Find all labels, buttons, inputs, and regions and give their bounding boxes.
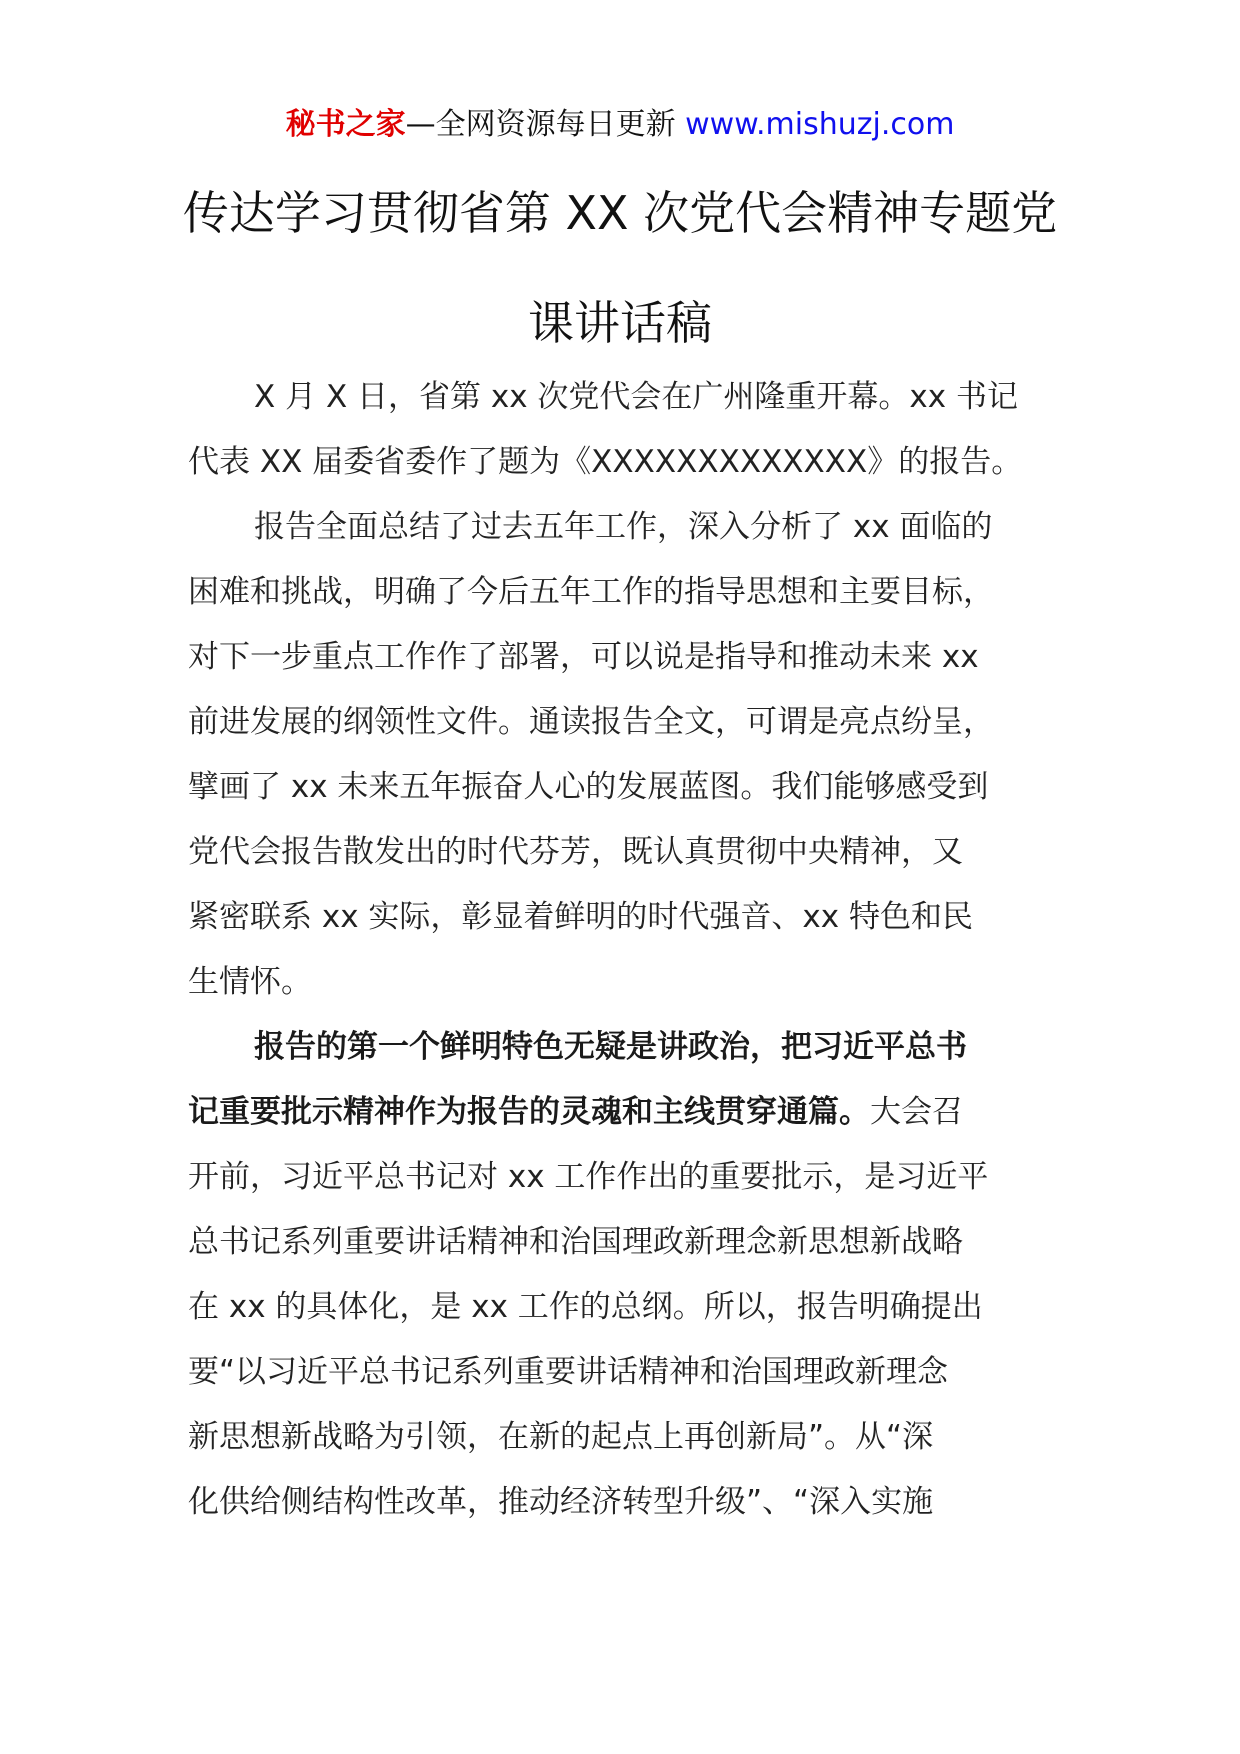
title-line-1: 传达学习贯彻省第 XX 次党代会精神专题党 (182, 186, 1058, 240)
paragraph-line: 化供给侧结构性改革，推动经济转型升级”、“深入实施 (188, 1484, 934, 1520)
site-url-link[interactable]: www.mishuzj.com (685, 107, 955, 142)
paragraph-line: 总书记系列重要讲话精神和治国理政新理念新思想新战略 (188, 1224, 963, 1260)
paragraph-3 (188, 1015, 1068, 1535)
paragraph-text: 大会召 (870, 1094, 963, 1130)
paragraph-line: 开前，习近平总书记对 xx 工作作出的重要批示，是习近平 (188, 1159, 989, 1195)
paragraph-line: 新思想新战略为引领，在新的起点上再创新局”。从“深 (188, 1419, 934, 1455)
paragraph-line: 报告全面总结了过去五年工作，深入分析了 xx 面临的 (254, 509, 993, 545)
paragraph-line: X 月 X 日，省第 xx 次党代会在广州隆重开幕。xx 书记 (254, 379, 1018, 415)
paragraph-line: 代表 XX 届委省委作了题为《XXXXXXXXXXXXX》的报告。 (188, 444, 1023, 480)
header-tagline: —全网资源每日更新 (405, 107, 686, 142)
paragraph-line: 前进发展的纲领性文件。通读报告全文，可谓是亮点纷呈， (188, 704, 994, 740)
paragraph-1 (188, 365, 1068, 495)
document-title (150, 158, 1090, 378)
paragraph-line: 擘画了 xx 未来五年振奋人心的发展蓝图。我们能够感受到 (188, 769, 989, 805)
paragraph-line: 在 xx 的具体化，是 xx 工作的总纲。所以，报告明确提出 (188, 1289, 983, 1325)
paragraph-line: 对下一步重点工作作了部署，可以说是指导和推动未来 xx (188, 639, 979, 675)
watermark-header (0, 104, 1240, 146)
emphasis-line: 报告的第一个鲜明特色无疑是讲政治，把习近平总书 (254, 1029, 967, 1065)
paragraph-line: 困难和挑战，明确了今后五年工作的指导思想和主要目标， (188, 574, 994, 610)
paragraph-line: 党代会报告散发出的时代芬芳，既认真贯彻中央精神，又 (188, 834, 963, 870)
emphasis-text: 记重要批示精神作为报告的灵魂和主线贯穿通篇。 (188, 1094, 870, 1130)
document-body (188, 365, 1068, 1535)
paragraph-2 (188, 495, 1068, 1015)
mixed-line (188, 1080, 1068, 1145)
paragraph-line: 要“以习近平总书记系列重要讲话精神和治国理政新理念 (188, 1354, 949, 1390)
paragraph-line: 紧密联系 xx 实际，彰显着鲜明的时代强音、xx 特色和民 (188, 899, 973, 935)
title-line-2: 课讲话稿 (528, 296, 712, 350)
paragraph-line: 生情怀。 (188, 964, 312, 1000)
brand-name: 秘书之家 (285, 107, 406, 142)
